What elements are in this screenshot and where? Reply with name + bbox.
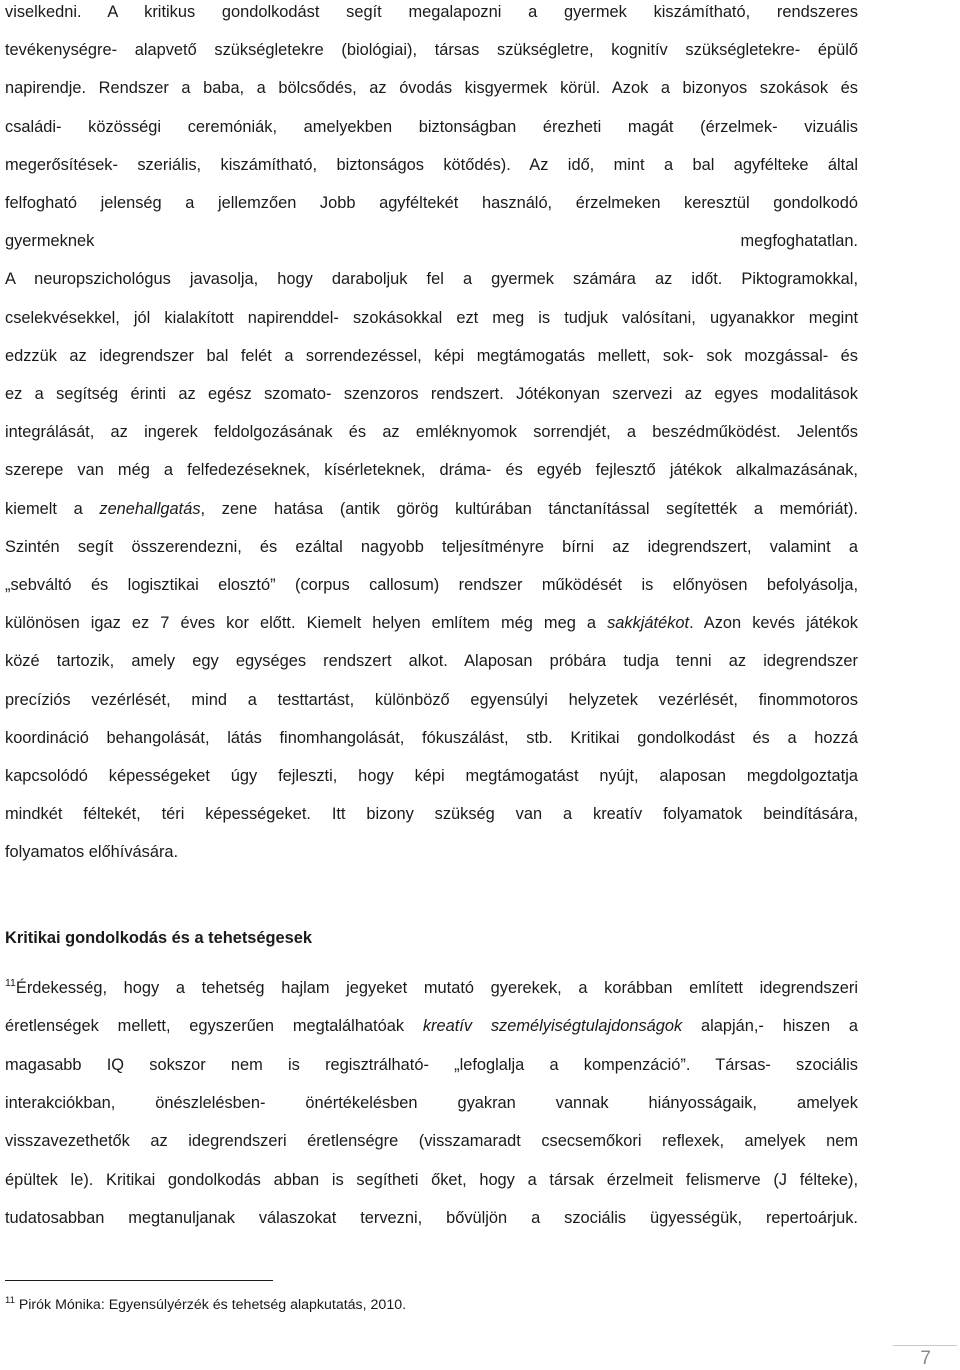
text-segment: magasabb IQ sokszor nem is regisztrálható- „lefoglalja a kompenzáció”. Társas- szociális [5, 1055, 858, 1074]
text-line [5, 612, 858, 634]
text-segment: különösen igaz ez 7 éves kor előtt. Kiemelt helyen említem még meg a [5, 614, 608, 633]
text-line [5, 727, 858, 749]
text-segment: mindkét féltekét, téri képességeket. Itt bizony szükség van a kreatív folyamatok beindítására, [5, 805, 858, 824]
text-line [5, 689, 858, 711]
text-line [5, 536, 858, 558]
italic-phrase: zenehallgatás [99, 499, 201, 518]
text-segment: , zene hatása (antik görög kultúrában tánctanítással segítették a memóriát). [200, 499, 859, 518]
text-segment: alapján,- hiszen a [682, 1017, 858, 1036]
footnote-marker: 11 [5, 1295, 15, 1306]
text-segment: felfogható jelenség a jellemzően Jobb agyféltekét használó, érzelmeken keresztül gondolkodó [5, 194, 858, 212]
text-segment: épültek le). Kritikai gondolkodás abban is segítheti őket, hogy a társak érzelmeit felismerve (J félteke), [5, 1170, 858, 1189]
text-segment: precíziós vezérlését, mind a testtartást, különböző egyensúlyi helyzetek vezérlését, finommotoros [5, 690, 858, 709]
page-number-rule [893, 1345, 957, 1346]
text-line [5, 154, 858, 176]
text-line [5, 1092, 858, 1114]
text-line [5, 1015, 858, 1037]
text-line [5, 77, 858, 99]
section-heading: Kritikai gondolkodás és a tehetségesek [5, 929, 312, 947]
footnote-text: Pirók Mónika: Egyensúlyérzék és tehetség alapkutatás, 2010. [14, 1297, 407, 1313]
text-line [5, 977, 858, 999]
text-line [5, 268, 858, 290]
text-segment: közé tartozik, amely egy egységes rendszert alkot. Alaposan próbára tudja tenni az idegrendszer [5, 652, 858, 671]
text-segment: napirendje. Rendszer a baba, a bölcsődés, az óvodás kisgyermek körül. Azok a bizonyos szokások és [5, 79, 858, 98]
footnote-separator [5, 1280, 273, 1281]
text-line [5, 345, 858, 367]
text-segment: Érdekesség, hogy a tehetség hajlam jegyeket mutató gyerekek, a korábban említett idegrendszeri [15, 979, 858, 997]
text-segment: . Azon kevés játékok [689, 614, 859, 633]
text-segment: éretlenségek mellett, egyszerűen megtalálhatóak [5, 1017, 423, 1036]
text-segment: tevékenységre- alapvető szükségletekre (biológiai), társas szükségletre, kognitív szükségletekre- épülő [5, 41, 858, 60]
text-segment: kiemelt a [5, 499, 100, 518]
text-segment: A neuropszichológus javasolja, hogy daraboljuk fel a gyermek számára az időt. Piktogramokkal, [5, 270, 858, 289]
text-segment: cselekvésekkel, jól kialakított napirenddel- szokásokkal ezt meg is tudjuk valósítani, ugyanakkor megint [5, 308, 858, 327]
page-number: 7 [920, 1348, 931, 1369]
text-line [5, 574, 858, 596]
text-segment: gyermeknek megfoghatatlan. [5, 232, 858, 251]
text-line [5, 1169, 858, 1191]
text-segment: ez a segítség érinti az egész szomato- szenzoros rendszert. Jótékonyan szervezi az egyes modalitások [5, 385, 858, 403]
text-segment: Szintén segít összerendezni, és ezáltal nagyobb teljesítményre bírni az idegrendszert, valamint a [5, 537, 858, 556]
text-segment: viselkedni. A kritikus gondolkodást segít megalapozni a gyermek kiszámítható, rendszeres [5, 3, 858, 21]
text-line [5, 421, 858, 443]
text-segment: szerepe van még a felfedezéseknek, kísérleteknek, dráma- és egyéb fejlesztő játékok alkalmazásának, [5, 461, 858, 480]
italic-phrase: sakkjátékot [607, 614, 690, 633]
text-line [5, 459, 858, 481]
text-line [5, 230, 858, 252]
text-line [5, 1207, 858, 1229]
text-segment: kapcsolódó képességeket úgy fejleszti, hogy képi megtámogatást nyújt, alaposan megdolgoztatja [5, 767, 858, 785]
text-segment: tudatosabban megtanuljanak válaszokat tervezni, bővüljön a szociális ügyességük, repertoárjuk. [5, 1208, 858, 1227]
text-segment: interakciókban, önészlelésben- önértékelésben gyakran vannak hiányosságaik, amelyek [5, 1093, 858, 1112]
text-line [5, 650, 858, 672]
text-segment: integrálását, az ingerek feldolgozásának és az emléknyomok sorrendjét, a beszédműködést. Jelentős [5, 423, 858, 442]
text-line [5, 498, 858, 520]
text-line [5, 1054, 858, 1076]
text-segment: edzzük az idegrendszer bal felét a sorrendezéssel, képi megtámogatás mellett, sok- sok mozgással- és [5, 346, 858, 365]
footnote [5, 1295, 406, 1315]
text-line [5, 192, 858, 214]
italic-phrase: kreatív személyiségtulajdonságok [422, 1017, 683, 1036]
text-segment: megerősítések- szeriális, kiszámítható, biztonságos kötődés). Az idő, mint a bal agyfélteke által [5, 155, 858, 174]
text-line [5, 803, 858, 825]
text-line [5, 116, 858, 138]
text-line [5, 765, 858, 787]
text-line [5, 39, 858, 61]
text-segment: családi- közösségi ceremóniák, amelyekben biztonságban érezheti magát (érzelmek- vizuális [5, 117, 858, 136]
text-segment: koordináció behangolását, látás finomhangolását, fókuszálást, stb. Kritikai gondolkodást és a hozzá [5, 728, 858, 747]
text-line [5, 383, 858, 405]
text-line [5, 841, 858, 863]
text-segment: visszavezethetők az idegrendszeri éretlenségre (visszamaradt csecsemőkori reflexek, amelyek nem [5, 1132, 858, 1151]
text-segment: folyamatos előhívására. [5, 843, 179, 862]
text-line [5, 307, 858, 329]
text-line [5, 1, 858, 23]
text-line [5, 1130, 858, 1152]
text-segment: „sebváltó és logisztikai elosztó” (corpus callosum) rendszer működését is előnyösen befolyásolja, [5, 576, 858, 594]
footnote-reference: 11 [5, 977, 16, 989]
